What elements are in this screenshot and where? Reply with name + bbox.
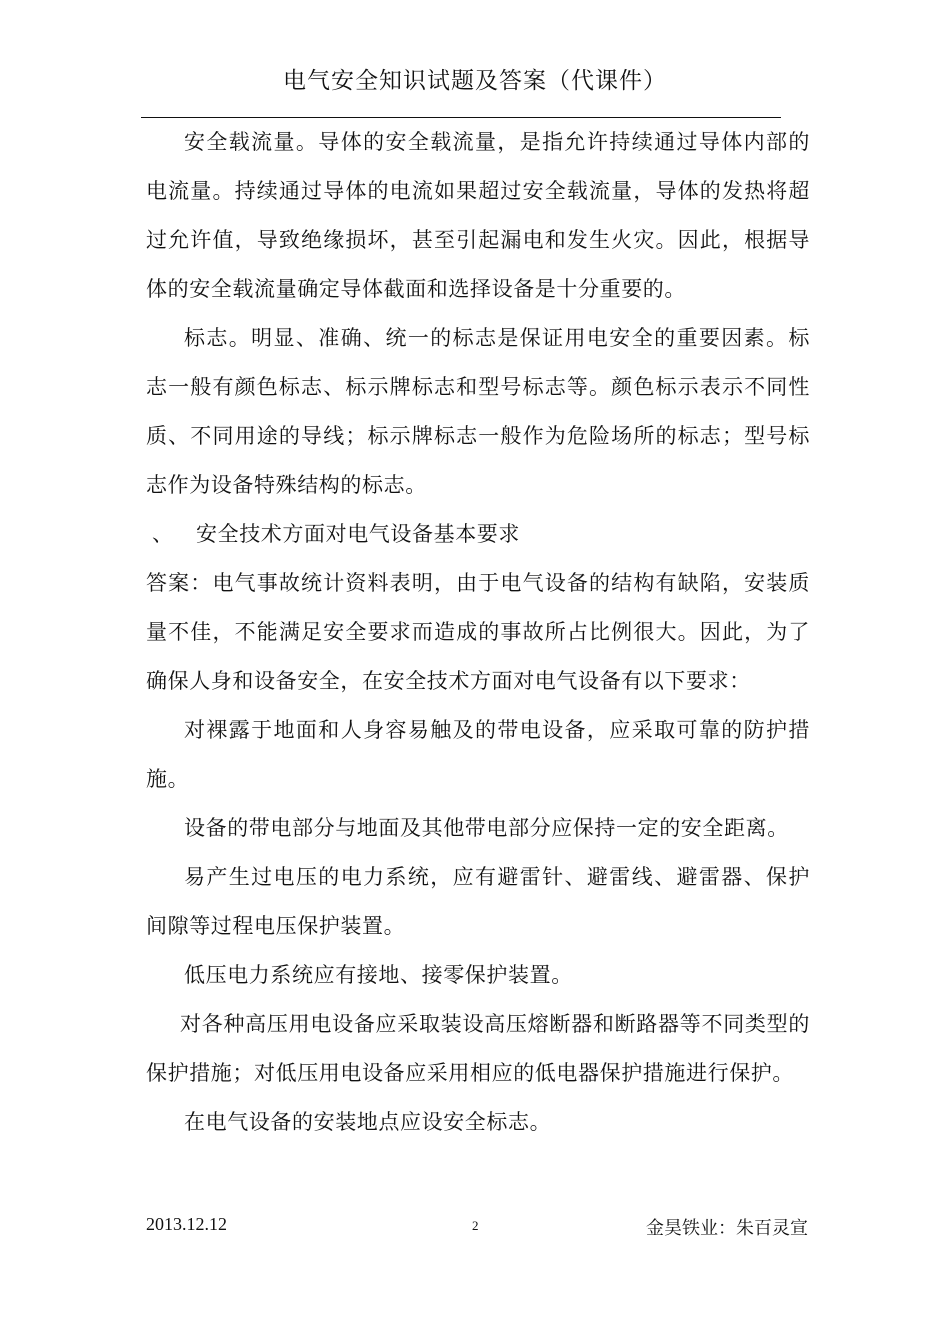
requirement-item-5: 对各种高压用电设备应采取装设高压熔断器和断路器等不同类型的保护措施；对低压用电设备应采用相应的低电器保护措施进行保护。: [146, 1012, 810, 1085]
heading-bullet: 、: [152, 522, 174, 546]
footer-author: 金昊铁业：朱百灵宣: [646, 1218, 808, 1239]
document-body: [146, 118, 810, 1147]
page-number: 2: [472, 1218, 479, 1233]
requirement-item-2: 设备的带电部分与地面及其他带电部分应保持一定的安全距离。: [184, 816, 789, 840]
page-footer: [146, 1214, 808, 1244]
footer-date: 2013.12.12: [146, 1214, 227, 1234]
paragraph-signs: 标志。明显、准确、统一的标志是保证用电安全的重要因素。标志一般有颜色标志、标示牌标志和型号标志等。颜色标示表示不同性质、不同用途的导线；标示牌标志一般作为危险场所的标志；型号标志作为设备特殊结构的标志。: [146, 326, 810, 497]
paragraph-answer: 答案：电气事故统计资料表明，由于电气设备的结构有缺陷，安装质量不佳，不能满足安全要求而造成的事故所占比例很大。因此，为了确保人身和设备安全，在安全技术方面对电气设备有以下要求：: [146, 571, 810, 693]
requirement-item-6: 在电气设备的安装地点应设安全标志。: [184, 1110, 552, 1134]
section-heading: [146, 510, 810, 559]
requirement-item-1: 对裸露于地面和人身容易触及的带电设备，应采取可靠的防护措施。: [146, 718, 810, 791]
heading-text: 安全技术方面对电气设备基本要求: [196, 522, 520, 546]
paragraph-safe-current: 安全载流量。导体的安全载流量，是指允许持续通过导体内部的电流量。持续通过导体的电流如果超过安全载流量，导体的发热将超过允许值，导致绝缘损坏，甚至引起漏电和发生火灾。因此，根据导体的安全载流量确定导体截面和选择设备是十分重要的。: [146, 130, 810, 301]
requirement-item-3: 易产生过电压的电力系统，应有避雷针、避雷线、避雷器、保护间隙等过程电压保护装置。: [146, 865, 810, 938]
page-title: 电气安全知识试题及答案（代课件）: [283, 68, 667, 94]
requirement-item-4: 低压电力系统应有接地、接零保护装置。: [184, 963, 573, 987]
